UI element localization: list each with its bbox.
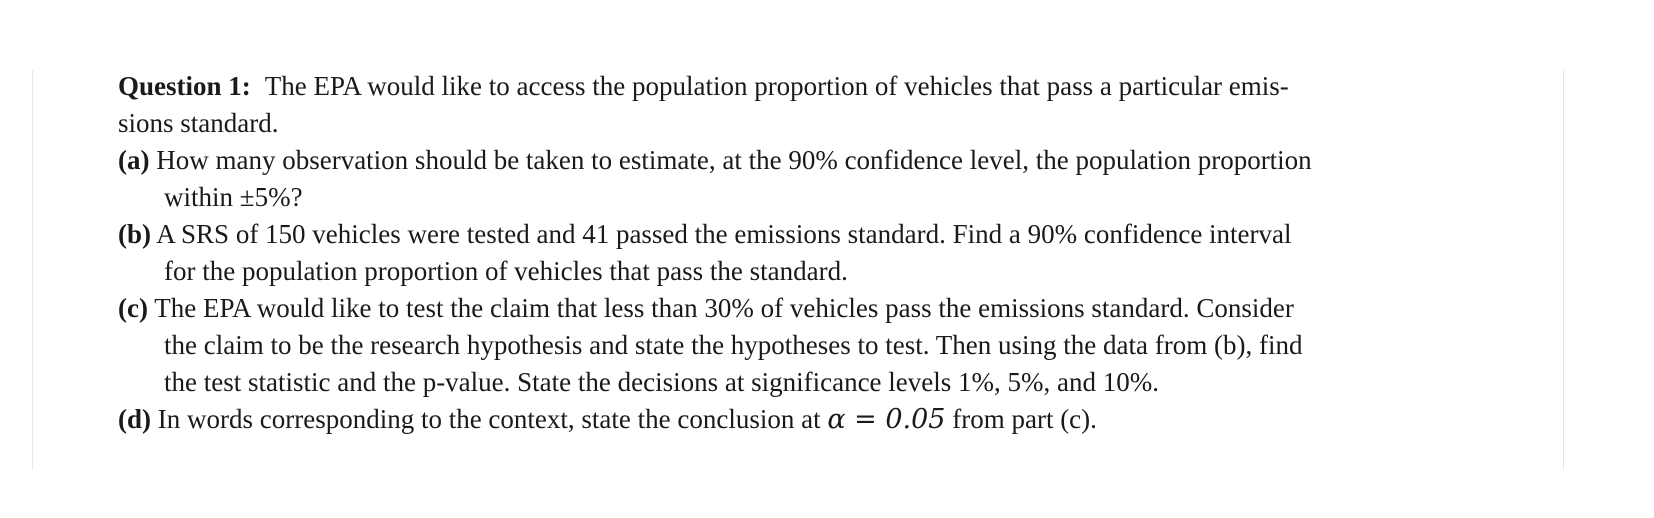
part-c-line-2 [118,327,1498,364]
part-d [118,401,1498,438]
part-c-text-1: The EPA would like to test the claim that less than 30% of vehicles pass the emissions standard. Consider [154,293,1294,323]
right-margin-rule [1563,70,1564,470]
part-b-line-1 [118,216,1498,253]
part-d-label: (d) [118,404,151,434]
part-b-label: (b) [118,219,151,249]
part-a-line-1 [118,142,1498,179]
part-c-line-1 [118,290,1498,327]
question-document [118,68,1498,438]
part-c-line-3 [118,364,1498,401]
part-a-text-1: How many observation should be taken to estimate, at the 90% confidence level, the population proportion [156,145,1312,175]
part-c-text-3: the test statistic and the p-value. State the decisions at significance levels 1%, 5%, and 10%. [164,367,1159,397]
question-text-1: The EPA would like to access the population proportion of vehicles that pass a particular emis- [264,71,1289,101]
part-d-math-alpha: α = 0.05 [827,404,946,435]
part-b-line-2 [118,253,1498,290]
part-c [118,290,1498,401]
part-b-text-1: A SRS of 150 vehicles were tested and 41 passed the emissions standard. Find a 90% confidence interval [156,219,1292,249]
part-a [118,142,1498,216]
part-a-text-2: within ±5%? [164,182,303,212]
part-c-label: (c) [118,293,148,323]
part-b-text-2: for the population proportion of vehicles that pass the standard. [164,256,848,286]
part-d-text-after: from part (c). [952,404,1097,434]
part-d-text-before: In words corresponding to the context, state the conclusion at [157,404,821,434]
part-d-line-1 [118,401,1498,438]
question-line-1 [118,68,1498,105]
part-a-line-2 [118,179,1498,216]
left-margin-rule [32,70,33,470]
part-c-text-2: the claim to be the research hypothesis and state the hypotheses to test. Then using the data from (b), find [164,330,1303,360]
part-a-label: (a) [118,145,150,175]
question-header [118,68,1498,142]
part-b [118,216,1498,290]
question-label: Question 1: [118,71,251,101]
question-text-2: sions standard. [118,108,279,138]
question-line-2 [118,105,1498,142]
